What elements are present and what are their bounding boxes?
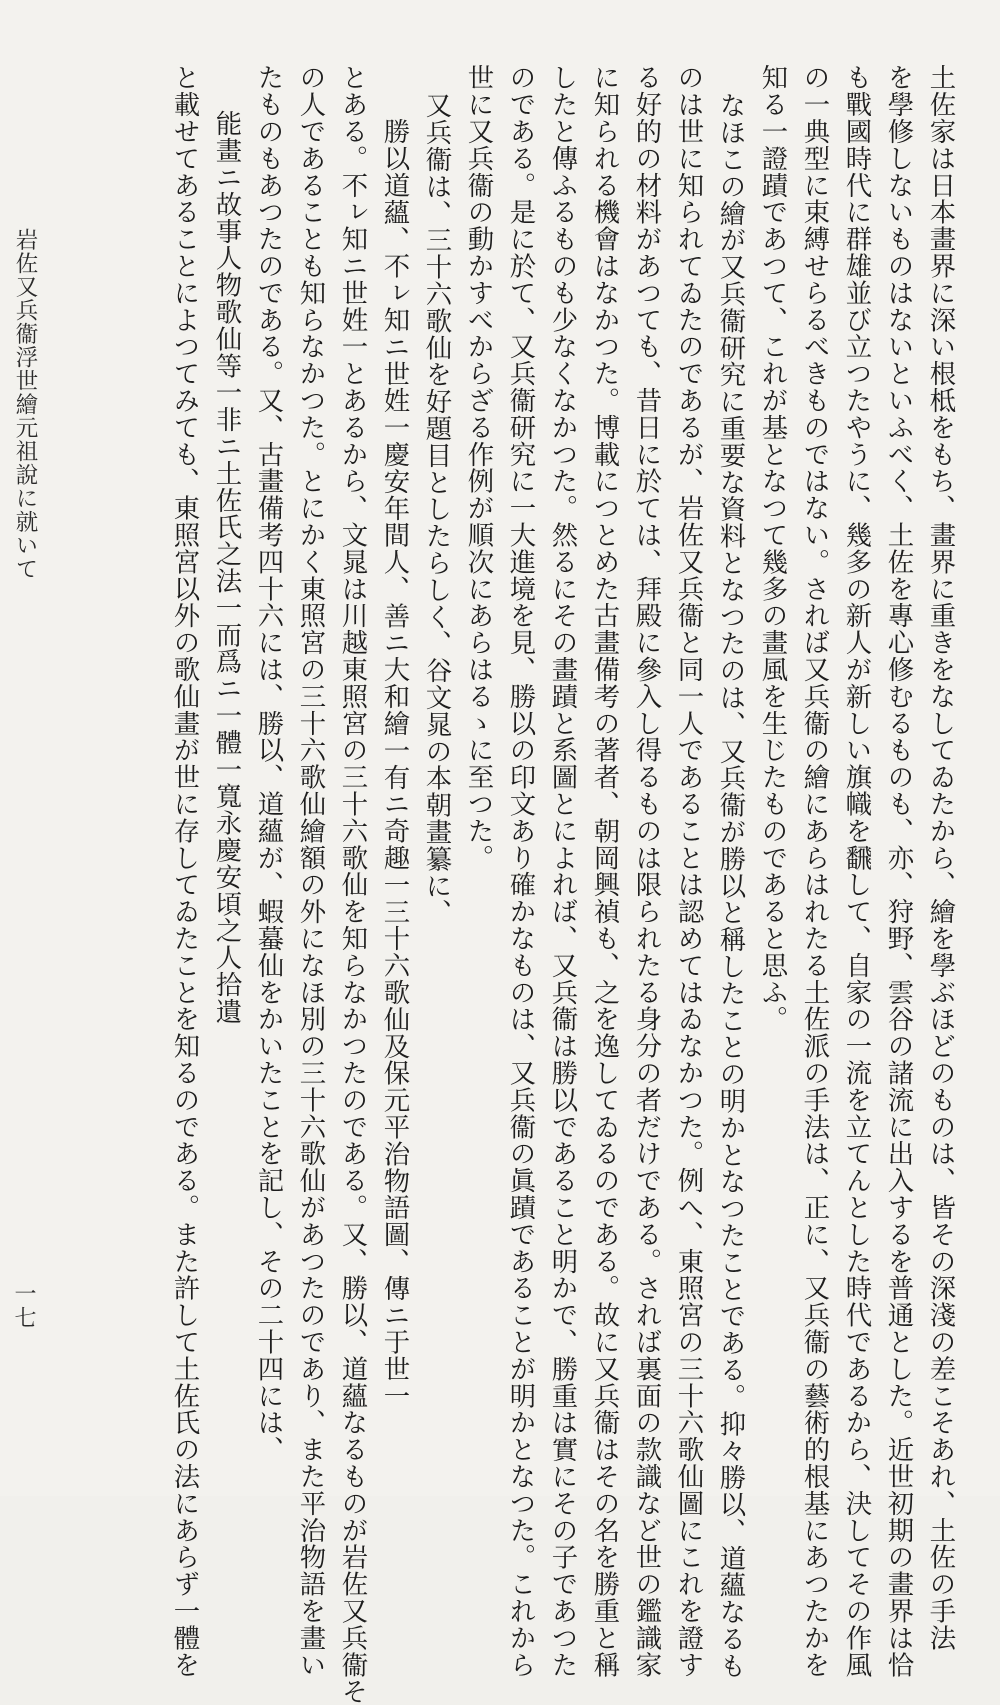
text-column-8: る好的の材料があつても、昔日に於ては、拜殿に參入し得るものは限られたる身分の者だけである。されば裏面の款識など世の鑑識家: [631, 64, 662, 1678]
text-column-9: に知られる機會はなかつた。博載につとめた古畫備考の著者、朝岡興禎も、之を逸してゐるのである。故に又兵衞はその名を勝重と稱: [589, 64, 620, 1678]
text-column-16: の人であることも知らなかつた。とにかく東照宮の三十六歌仙繪額の外になほ別の三十六歌仙があつたのであり、また平治物語を畫い: [295, 64, 326, 1678]
running-header: 岩佐又兵衞浮世繪元祖說に就いて: [12, 228, 38, 581]
text-column-17: たものもあつたのである。又、古畫備考四十六には、勝以、道蘊が、蝦蟇仙をかいたことを記し、その二十四には、: [253, 64, 284, 1463]
text-column-6: なほこの繪が又兵衞研究に重要な資料となつたのは、又兵衞が勝以と稱したことの明かとなつたことである。抑々勝以、道蘊なるも: [715, 92, 746, 1680]
text-column-12: 世に又兵衞の動かすべからざる作例が順次にあらはるゝに至つた。: [463, 64, 494, 871]
text-column-1: 土佐家は日本畫界に深い根柢をもち、畫界に重きをなしてゐたから、繪を學ぶほどのものは、皆その深淺の差こそあれ、土佐の手法: [925, 64, 956, 1652]
text-column-7: のは世に知られてゐたのであるが、岩佐又兵衞と同一人であることは認めてはゐなかつた。例へ、東照宮の三十六歌仙圖にこれを證す: [673, 64, 704, 1678]
text-column-15: とある。不ㇾ知ニ世姓一とあるから、文晁は川越東照宮の三十六歌仙を知らなかつたのである。又、勝以、道蘊なるものが岩佐又兵衞そ: [337, 64, 368, 1705]
page-number: 一七: [11, 1282, 36, 1330]
quote-column-1: 勝以道蘊、不ㇾ知ニ世姓一慶安年間人、善ニ大和繪一有ニ奇趣一三十六歌仙及保元平治物語圖、傳ニ于世一: [379, 118, 410, 1410]
text-column-5: 知る一證蹟であつて、これが基となつて幾多の畫風を生じたものであると思ふ。: [757, 64, 788, 1033]
text-column-3: も戰國時代に群雄並び立つたやうに、幾多の新人が新しい旗幟を飜して、自家の一流を立てんとした時代であるから、決してその作風: [841, 64, 872, 1678]
text-column-11: のである。是に於て、又兵衞研究に一大進境を見、勝以の印文あり確かなものは、又兵衞の眞蹟であることが明かとなつた。これから: [505, 64, 536, 1678]
text-column-10: したと傳ふるものも少なくなかつた。然るにその畫蹟と系圖とによれば、又兵衞は勝以であること明かで、勝重は實にその子であつた: [547, 64, 578, 1678]
text-column-4: の一典型に束縛せらるべきものではない。されば又兵衞の繪にあらはれたる土佐派の手法は、正に、又兵衞の藝術的根基にあつたかを: [799, 64, 830, 1678]
text-column-13: 又兵衞は、三十六歌仙を好題目としたらしく、谷文晁の本朝畫纂に、: [421, 92, 452, 926]
quote-column-2: 能畫ニ故事人物歌仙等一非ニ土佐氏之法一而爲ニ一體一寬永慶安頃之人拾遺: [211, 110, 242, 1025]
text-column-19: と載せてあることによつてみても、東照宮以外の歌仙畫が世に存してゐたことを知るのである。また許して土佐氏の法にあらず一體を: [169, 64, 200, 1678]
text-column-2: を學修しないものはないといふべく、土佐を專心修むるものも、亦、狩野、雲谷の諸流に出入するを普通とした。近世初期の畫界は恰: [883, 64, 914, 1678]
